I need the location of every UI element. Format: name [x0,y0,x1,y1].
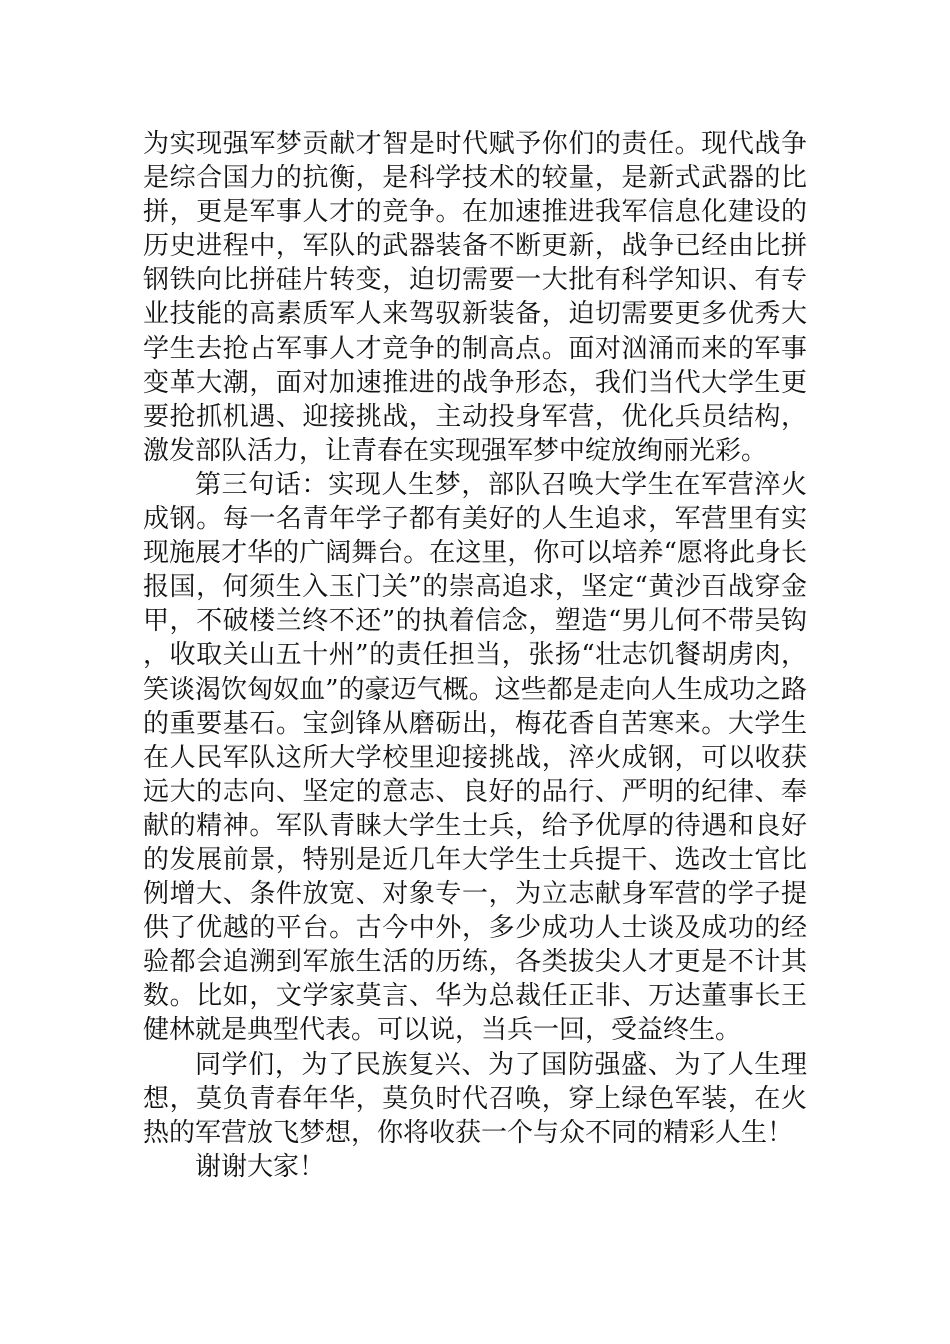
paragraph-thanks: 谢谢大家！ [195,1151,326,1182]
paragraph-closing: 同学们，为了民族复兴、为了国防强盛、为了人生理想，莫负青春年华，莫负时代召唤，穿上绿色军装，在火热的军营放飞梦想，你将收获一个与众不同的精彩人生！ [143,1049,807,1148]
paragraph-continuation: 为实现强军梦贡献才智是时代赋予你们的责任。现代战争是综合国力的抗衡，是科学技术的较量，是新式武器的比拼，更是军事人才的竞争。在加速推进我军信息化建设的历史进程中，军队的武器装备不断更新，战争已经由比拼钢铁向比拼硅片转变，迫切需要一大批有科学知识、有专业技能的高素质军人来驾驭新装备，迫切需要更多优秀大学生去抢占军事人才竞争的制高点。面对汹涌而来的军事变革大潮，面对加速推进的战争形态，我们当代大学生更要抢抓机遇、迎接挑战，主动投身军营，优化兵员结构，激发部队活力，让青春在实现强军梦中绽放绚丽光彩。 [143,129,807,466]
paragraph-third-point: 第三句话：实现人生梦，部队召唤大学生在军营淬火成钢。每一名青年学子都有美好的人生追求，军营里有实现施展才华的广阔舞台。在这里，你可以培养“愿将此身长报国，何须生入玉门关”的崇高追求，坚定“黄沙百战穿金甲，不破楼兰终不还”的执着信念，塑造“男儿何不带吴钩，收取关山五十州”的责任担当，张扬“壮志饥餐胡虏肉，笑谈渴饮匈奴血”的豪迈气概。这些都是走向人生成功之路的重要基石。宝剑锋从磨砺出，梅花香自苦寒来。大学生在人民军队这所大学校里迎接挑战，淬火成钢，可以收获远大的志向、坚定的意志、良好的品行、严明的纪律、奉献的精神。军队青睐大学生士兵，给予优厚的待遇和良好的发展前景，特别是近几年大学生士兵提干、选改士官比例增大、条件放宽、对象专一，为立志献身军营的学子提供了优越的平台。古今中外，多少成功人士谈及成功的经验都会追溯到军旅生活的历练，各类拔尖人才更是不计其数。比如，文学家莫言、华为总裁任正非、万达董事长王健林就是典型代表。可以说，当兵一回，受益终生。 [143,469,807,1046]
document-body [143,127,807,1184]
